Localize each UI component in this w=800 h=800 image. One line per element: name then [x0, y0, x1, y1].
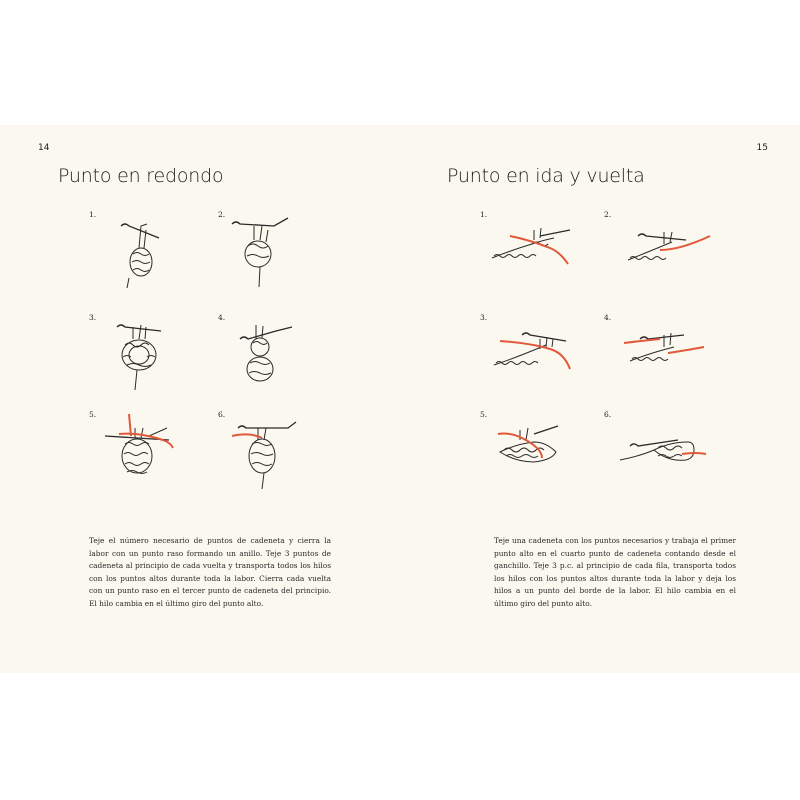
step-1	[480, 210, 590, 290]
step-number: 5.	[480, 410, 488, 419]
crochet-row-diagram	[480, 410, 590, 490]
crochet-row-diagram	[480, 313, 590, 393]
crochet-ring-diagram	[218, 313, 328, 393]
step-3	[89, 313, 199, 393]
step-number: 2.	[218, 210, 226, 219]
step-number: 4.	[218, 313, 226, 322]
step-number: 3.	[89, 313, 97, 322]
page-title: Punto en ida y vuelta	[447, 165, 645, 187]
instructions-text: Teje el número necesario de puntos de cadeneta y cierra la labor con un punto raso formando un anillo. Teje 3 puntos de cadeneta al principio de cada vuelta y transporta todos los hilos con los puntos altos durante toda la labor. Cierra cada vuelta con un punto raso en el tercer punto de cadeneta del principio. El hilo cambia en el último giro del punto alto.	[89, 536, 331, 608]
step-number: 6.	[218, 410, 226, 419]
page-title: Punto en redondo	[58, 165, 224, 187]
step-3	[480, 313, 590, 393]
step-number: 1.	[89, 210, 97, 219]
step-1	[89, 210, 199, 290]
step-5	[89, 410, 199, 490]
step-number: 3.	[480, 313, 488, 322]
step-number: 5.	[89, 410, 97, 419]
crochet-row-diagram	[604, 410, 714, 490]
step-5	[480, 410, 590, 490]
book-spread	[0, 125, 800, 673]
step-number: 2.	[604, 210, 612, 219]
right-page	[400, 125, 800, 673]
page-number: 15	[756, 143, 768, 153]
instructions-text: Teje una cadeneta con los puntos necesarios y trabaja el primer punto alto en el cuarto punto de cadeneta contando desde el ganchillo. Teje 3 p.c. al principio de cada fila, transporta todos los hilos con los puntos altos durante toda la labor y deja los hilos a un punto del borde de la labor. El hilo cambia en el último giro del punto alto.	[494, 536, 736, 608]
left-page	[0, 125, 400, 673]
crochet-row-diagram	[480, 210, 590, 290]
step-2	[604, 210, 714, 290]
crochet-ring-diagram	[218, 210, 328, 290]
crochet-row-diagram	[604, 313, 714, 393]
step-number: 4.	[604, 313, 612, 322]
crochet-ring-diagram	[89, 313, 199, 393]
step-number: 6.	[604, 410, 612, 419]
crochet-ring-diagram	[89, 410, 199, 490]
step-6	[604, 410, 714, 490]
step-2	[218, 210, 328, 290]
crochet-row-diagram	[604, 210, 714, 290]
crochet-ring-diagram	[89, 210, 199, 290]
page-number: 14	[38, 143, 50, 153]
step-4	[218, 313, 328, 393]
crochet-ring-diagram	[218, 410, 328, 490]
step-6	[218, 410, 328, 490]
step-4	[604, 313, 714, 393]
step-number: 1.	[480, 210, 488, 219]
